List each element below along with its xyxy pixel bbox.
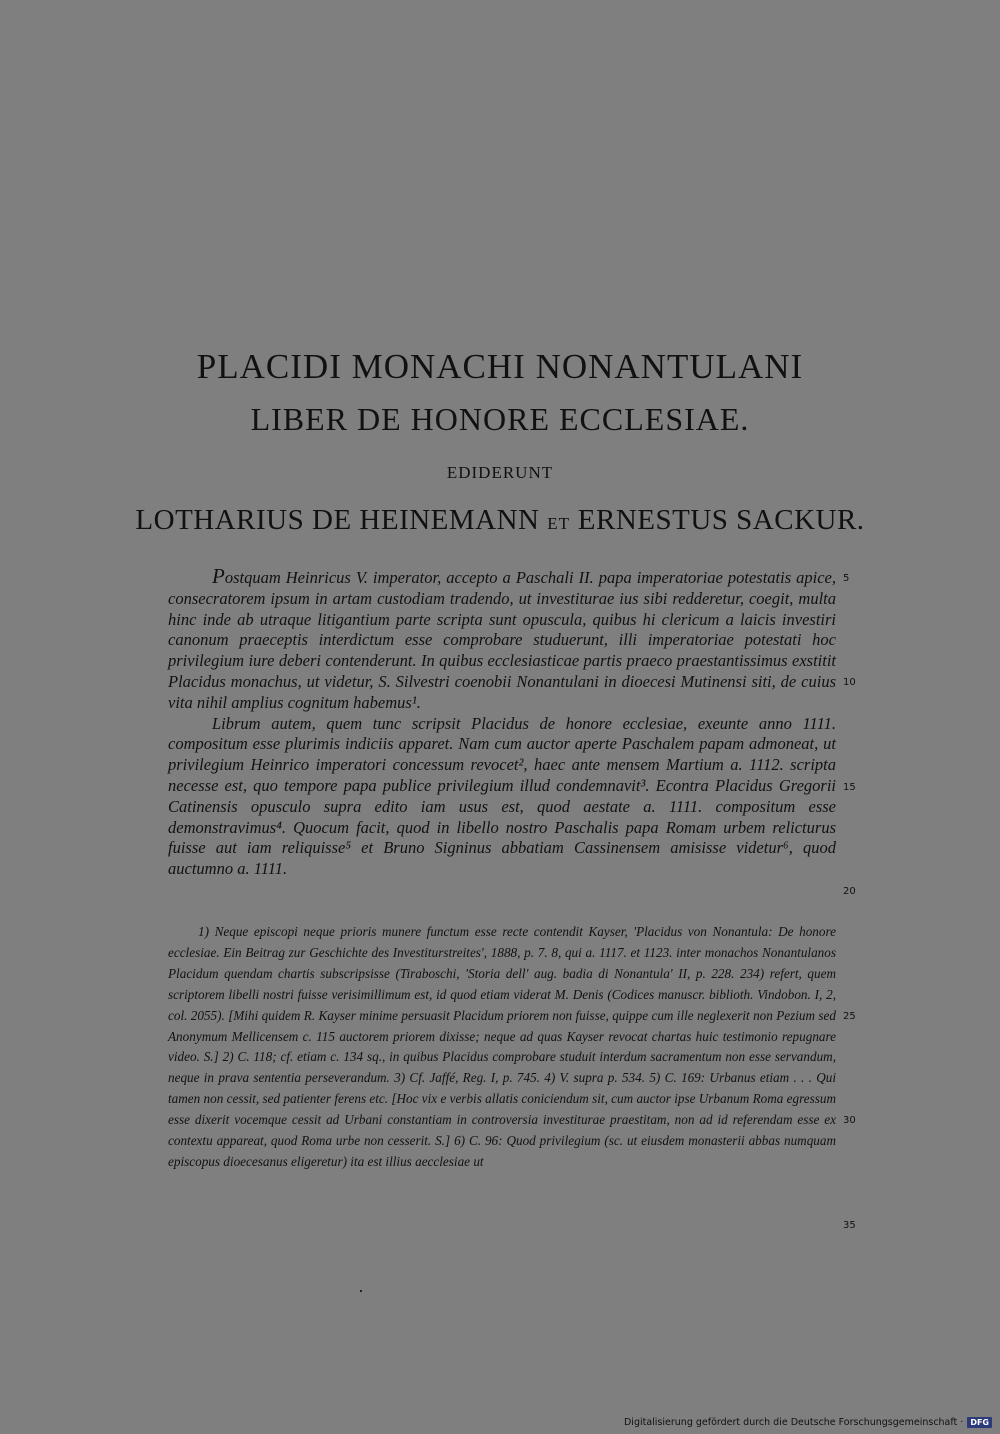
- dropcap: P: [212, 564, 225, 588]
- main-text: [168, 566, 836, 880]
- footer-credit: [624, 1417, 992, 1428]
- line-number: 25: [843, 1011, 856, 1022]
- title-line-2: LIBER DE HONORE ECCLESIAE.: [250, 401, 750, 437]
- footer-text: Digitalisierung gefördert durch die Deutsche Forschungsgemeinschaft ·: [623, 1417, 964, 1428]
- stray-mark: [360, 1290, 362, 1292]
- authors-line: [0, 500, 1000, 544]
- line-number: 35: [843, 1220, 856, 1231]
- author-first: LOTHARIUS DE HEINEMANN: [135, 504, 540, 536]
- dfg-logo-icon[interactable]: DFG: [967, 1417, 992, 1428]
- author-et: ET: [547, 514, 571, 533]
- paragraph-2: Librum autem, quem tunc scripsit Placidus de honore ecclesiae, exeunte anno 1111. compositum esse plurimis indiciis apparet. Nam cum auctor aperte Paschalem papam admoneat, ut privilegium Heinrico imperatori concessum revocet², haec ante mensem Martium a. 1112. scripta necesse est, quo tempore papa publice privilegium illud condemnavit³. Econtra Placidus Gregorii Catinensis opusculo supra edito iam usus est, quod aestate a. 1111. compositum esse demonstravimus⁴. Quocum facit, quod in libello nostro Paschalis papa Romam urbem relicturus fuisse aut iam reliquisse⁵ et Bruno Signinus abbatiam Cassinensem amisisse videtur⁶, quod auctumno a. 1111.: [168, 713, 836, 879]
- line-number: 5: [843, 573, 850, 584]
- paragraph-1: [168, 566, 836, 714]
- line-number: 15: [843, 782, 856, 793]
- footnotes: [168, 922, 836, 1173]
- paragraph-1-text: ostquam Heinricus V. imperator, accepto a Paschali II. papa imperatoriae potestatis apice, consecratorem ipsum in artam custodiam tradendo, ut investiturae ius sibi redderetur, coegit, multa hinc inde ab utraque litigantium parte scripta sunt opuscula, quibus hi clericum a laicis investiri canonum praeceptis interdictum esse comprobare studuerunt, illi imperatoriae potestati hoc privilegium iure deberi contenderunt. In quibus ecclesiasticae partis praeco praestantissimus exstitit Placidus monachus, ut videtur, S. Silvestri coenobii Nonantulani in dioecesi Mutinensi siti, de cuius vita nihil amplius cognitum habemus¹.: [168, 568, 836, 712]
- author-second: ERNESTUS SACKUR.: [577, 504, 865, 536]
- ediderunt-label: EDIDERUNT: [446, 463, 554, 482]
- footnotes-text: 1) Neque episcopi neque prioris munere functum esse recte contendit Kayser, 'Placidus von Nonantula: De honore ecclesiae. Ein Beitrag zur Geschichte des Investiturstreites', 1888, p. 7. 8, qui a. 1117. et 1123. inter monachos Nonantulanos Placidum quendam chartis subscripsisse (Tiraboschi, 'Storia dell' aug. badia di Nonantula' II, p. 228. 234) refert, quem scriptorem libelli nostri fuisse verisimillimum est, id quod etiam viderat M. Denis (Codices manuscr. biblioth. Vindobon. I, 2, col. 2055). [Mihi quidem R. Kayser minime persuasit Placidum priorem non fuisse, quippe cum ille neglexerit non Pezium sed Anonymum Mellicensem c. 115 auctorem priorem dixisse; neque ad quas Kayser revocat chartas huic testimonio repugnare video. S.] 2) C. 118; cf. etiam c. 134 sq., in quibus Placidus comprobare studuit interdum sacramentum non esse servandum, neque in prava sententia perseverandum. 3) Cf. Jaffé, Reg. I, p. 745. 4) V. supra p. 534. 5) C. 169: Urbanus etiam . . . Qui tamen non cessit, sed patienter ferens etc. [Hoc vix e verbis allatis coniciendum sit, cum auctor ipse Urbanum Roma egressum esse dixerit vocemque cessit ad Urbani constantiam in controversia investiturae praestitam, non ad id referendam esse ex contextu appareat, quod Roma urbe non cesserit. S.] 6) C. 96: Quod privilegium (sc. ut eiusdem monasterii abbas numquam episcopus dioecesanus eligeretur) ita est illius aecclesiae ut: [168, 924, 836, 1169]
- line-number: 20: [843, 886, 856, 897]
- line-number: 10: [843, 677, 856, 688]
- line-number: 30: [843, 1115, 856, 1126]
- title-line-1: PLACIDI MONACHI NONANTULANI: [196, 347, 804, 386]
